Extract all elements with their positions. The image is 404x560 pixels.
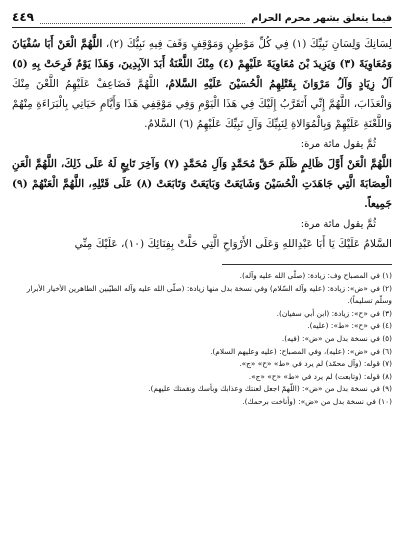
paragraph-3: السَّلامُ عَلَيْكَ يَا أَبَا عَبْدِاللهِ وَعَلَى الأَرْوَاحِ الَّتِي حَلَّتْ بِفِنَائِكَ (١٠)، عَلَيْكَ مِنِّي [74,238,392,250]
footnote-separator [222,264,392,265]
paragraph-2: اللَّهُمَّ الْعَنْ أَوَّلَ ظَالِمٍ ظَلَمَ حَقَّ مُحَمَّدٍ وَآلِ مُحَمَّدٍ (٧) وَآخِرَ تَابِعٍ لَهُ عَلَى ذَلِكَ، اللَّهُمَّ الْعَنِ الْعِصَابَةَ الَّتِي جَاهَدَتِ الْحُسَيْنَ وَشَايَعَتْ وَبَايَعَتْ وَتَابَعَتْ (٨) عَلَى قَتْلِهِ، اللَّهُمَّ الْعَنْهُمْ (٩) جَمِيعاً. [12,158,392,210]
footnote: (١) في المصباح وف: زيادة: (صلّى الله عليه وآله). [239,271,392,280]
footnote: (٨) قوله: (وتابعت) لم يرد في «ط» «ح» «ج». [248,371,392,381]
footnote: (٤) في «ح»: «ط»: (عليه). [307,321,392,331]
paragraph-1 [12,34,392,134]
paragraph-1-part-b: اللَّهُمَّ الْعَنْ أَبَا سُفْيَانَ وَمُعَاوِيَةَ (٣) وَيَزِيدَ بْنَ مُعَاوِيَةَ عَلَيْهِمْ (٤) مِنْكَ اللَّعْنَةُ أَبَدَ الآبِدِينَ، وَهَذَا يَوْمٌ فَرِحَتْ بِهِ (٥) آلُ زِيَادٍ وَآلُ مَرْوَانَ بِقَتْلِهِمُ الْحُسَيْنَ عَلَيْهِ السَّلامُ، [12,38,392,90]
footnote: (٥) في نسخة بدل من «ض»: (فيه). [281,333,392,343]
page-number: ٤٤٩ [12,10,34,24]
header-leader-dots [40,17,245,24]
footnote: (٩) في نسخة بدل من «ض»: (اللّهمّ اجعل لعنتك وعذابك وبأسك ونقمتك عليهم). [148,384,392,394]
paragraph-1-part-c: اللَّهُمَّ فَضَاعِفْ عَلَيْهِمُ اللَّعْنَ مِنْكَ وَالْعَذَابَ، اللَّهُمَّ إِنِّي أَتَقَرَّبُ إِلَيْكَ فِي هَذَا الْيَوْمِ وَفِي مَوْقِفِي هَذَا وَأَيَّامِ حَيَاتِي بِالْبَرَاءَةِ مِنْهُمْ وَاللَّعْنَةِ عَلَيْهِمْ وَبِالْمُوَالاةِ لِنَبِيِّكَ وَآلِ نَبِيِّكَ عَلَيْهِمُ (٦) السَّلامُ. [12,78,392,130]
header-title: فيما يتعلق بشهر محرم الحرام [251,13,392,24]
instruction-1: ثُمَّ يقول مائة مرة: [300,139,376,150]
instruction-2: ثُمَّ يقول مائة مرة: [300,219,376,230]
footnote: (٦) في «ض»: (عليه)، وفي المصباح: (عليه وعليهم السلام). [210,346,392,356]
footnotes [12,270,392,409]
running-header [12,10,392,28]
footnote: (٢) في «ض»: زيادة: (عليه وآله السّلام) وفي نسخة بدل منها زيادة: (صلّى الله عليه وآله الطيّبين الطاهرين الأخيار الأبرار وسلّم تسليماً). [26,283,392,306]
footnote: (١٠) في نسخة بدل من «ض»: (وأناخت برحمك). [242,396,392,406]
main-text [12,34,392,254]
paragraph-1-part-a: لِسَانِكَ وَلِسَانِ نَبِيِّكَ (١) فِي كُلِّ مَوْطِنٍ وَمَوْقِفٍ وَقَفَ فِيهِ نَبِيُّكَ (٢)، [105,38,392,50]
footnote: (٧) قوله: (وآل محمّد) لم يرد في «ط» «ح» «ج». [239,359,392,369]
footnote: (٣) في «ح»: زيادة: (ابن أبي سفيان). [276,308,392,318]
